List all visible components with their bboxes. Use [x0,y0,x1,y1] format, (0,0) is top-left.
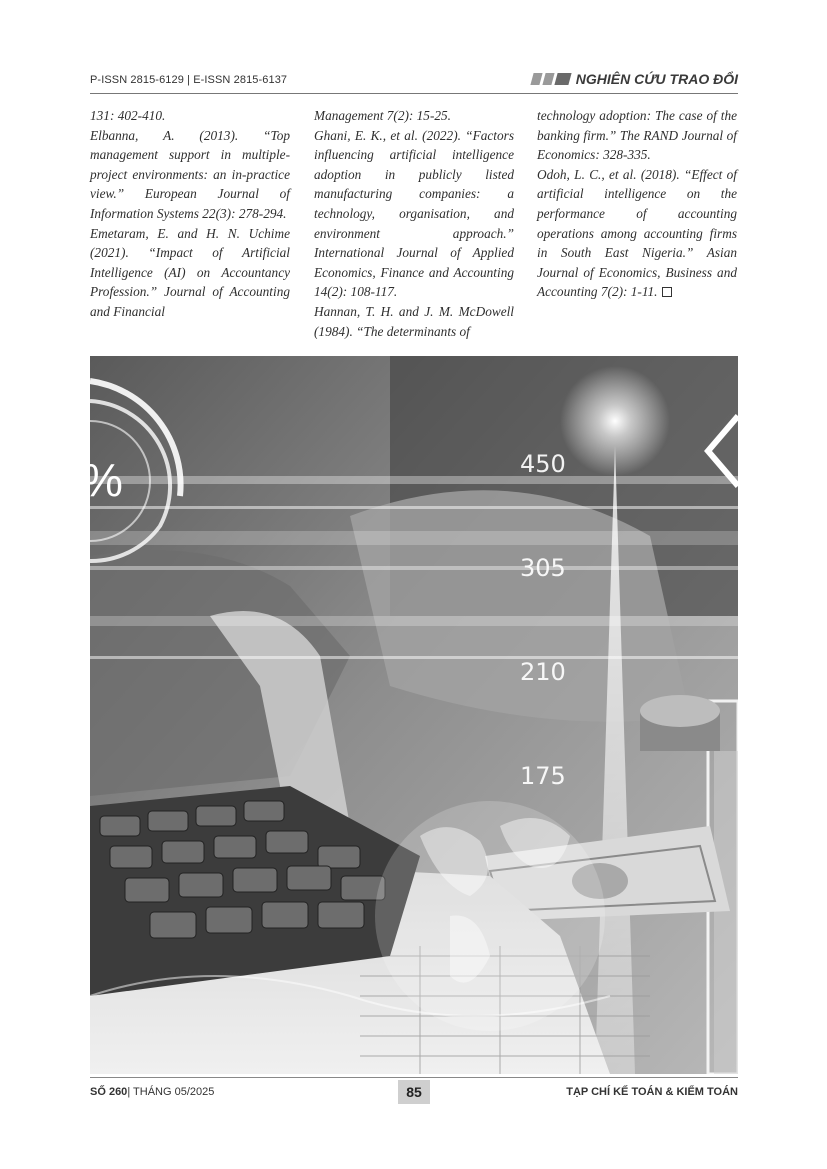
header-divider [90,93,738,94]
section-bars-icon [532,73,570,85]
reference-entry: Management 7(2): 15-25. [314,108,451,123]
axis-label: 175 [520,762,566,790]
reference-entry: 131: 402-410. [90,108,166,123]
reference-entry: Emetaram, E. and H. N. Uchime (2021). “Impact of Artificial Intelligence (AI) on Accountancy Profession.” Journal of Accounting and Financial [90,225,290,319]
reference-entry: technology adoption: The case of the banking firm.” The RAND Journal of Economics: 328-335. [537,108,737,163]
globe [375,801,605,1031]
issue-info [90,1086,214,1098]
illustration-photo [82,356,738,1074]
axis-label: 210 [520,658,566,686]
section-title [532,71,738,87]
issue-number: SỐ 260 [90,1086,128,1098]
references-columns [90,106,738,346]
page-header [90,70,738,92]
reference-column-3 [537,106,737,302]
reference-entry [537,165,737,302]
axis-label: 450 [520,450,566,478]
journal-name: TẠP CHÍ KẾ TOÁN & KIỂM TOÁN [566,1086,738,1098]
page-footer [90,1080,738,1106]
reference-column-1 [90,106,290,322]
reference-column-2 [314,106,514,341]
end-of-article-icon [662,287,672,297]
reference-entry-text: Odoh, L. C., et al. (2018). “Effect of artificial intelligence on the performance of accounting operations among accounting firms in South East Nigeria.” Asian Journal of Economics, Business and Accounting 7(2): 1-11. [537,166,737,300]
axis-label: 305 [520,554,566,582]
reference-entry: Elbanna, A. (2013). “Top management support in multiple-project environments: an in-practice view.” European Journal of Information Systems 22(3): 278-294. [90,127,290,221]
section-title-text: NGHIÊN CỨU TRAO ĐỔI [575,71,738,87]
issn-text: P-ISSN 2815-6129 | E-ISSN 2815-6137 [90,74,288,86]
issue-month: | THÁNG 05/2025 [127,1086,215,1098]
percent-symbol: % [82,454,123,506]
footer-divider [90,1077,738,1078]
reference-entry: Ghani, E. K., et al. (2022). “Factors influencing artificial intelligence adoption in publicly listed manufacturing companies: a technology, organisation, and environment approach.” International Journal of Applied Economics, Finance and Accounting 14(2): 108-117. [314,127,514,300]
page-number: 85 [398,1080,430,1104]
coins [640,695,720,751]
reference-entry: Hannan, T. H. and J. M. McDowell (1984). “The determinants of [314,303,514,339]
